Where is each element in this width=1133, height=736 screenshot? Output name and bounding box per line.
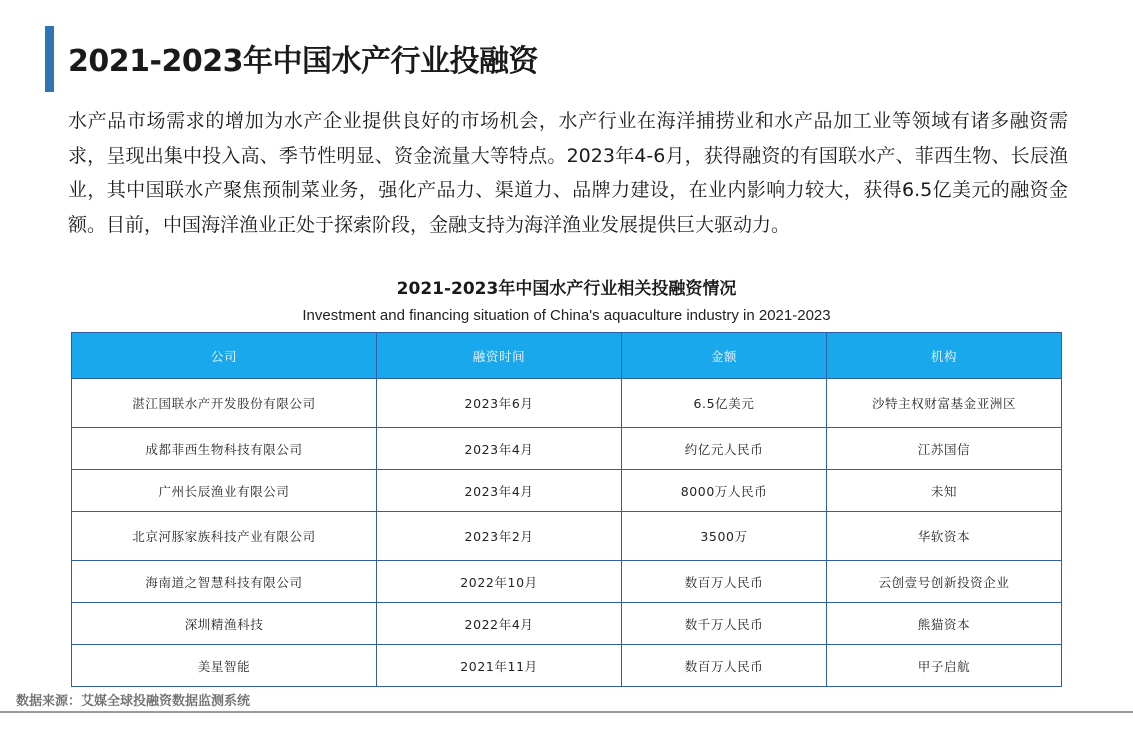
cell-company: 北京河豚家族科技产业有限公司 (72, 512, 377, 561)
table-row (72, 470, 1062, 512)
header-amount: 金额 (622, 333, 827, 379)
table-row (72, 561, 1062, 603)
cell-institution: 甲子启航 (827, 645, 1062, 687)
cell-company: 成都菲西生物科技有限公司 (72, 428, 377, 470)
cell-institution: 华软资本 (827, 512, 1062, 561)
cell-date: 2022年10月 (377, 561, 622, 603)
cell-date: 2023年2月 (377, 512, 622, 561)
cell-company: 湛江国联水产开发股份有限公司 (72, 379, 377, 428)
intro-paragraph: 水产品市场需求的增加为水产企业提供良好的市场机会，水产行业在海洋捕捞业和水产品加工业等领域有诸多融资需求，呈现出集中投入高、季节性明显、资金流量大等特点。2023年4-6月，获得融资的有国联水产、菲西生物、长辰渔业，其中国联水产聚焦预制菜业务，强化产品力、渠道力、品牌力建设，在业内影响力较大，获得6.5亿美元的融资金额。目前，中国海洋渔业正处于探索阶段，金融支持为海洋渔业发展提供巨大驱动力。 (68, 110, 1068, 236)
title-accent-bar (45, 26, 54, 92)
cell-date: 2022年4月 (377, 603, 622, 645)
table-row (72, 645, 1062, 687)
cell-date: 2023年4月 (377, 470, 622, 512)
investment-table (71, 332, 1062, 687)
cell-amount: 数百万人民币 (622, 645, 827, 687)
cell-date: 2023年6月 (377, 379, 622, 428)
cell-amount: 数百万人民币 (622, 561, 827, 603)
cell-institution: 江苏国信 (827, 428, 1062, 470)
cell-amount: 数千万人民币 (622, 603, 827, 645)
table-subtitle: Investment and financing situation of China's aquaculture industry in 2021-2023 (302, 307, 831, 324)
footer-divider (0, 711, 1133, 713)
table-row (72, 512, 1062, 561)
cell-company: 深圳精渔科技 (72, 603, 377, 645)
table-row (72, 428, 1062, 470)
cell-company: 海南道之智慧科技有限公司 (72, 561, 377, 603)
header-date: 融资时间 (377, 333, 622, 379)
cell-company: 美星智能 (72, 645, 377, 687)
cell-company: 广州长辰渔业有限公司 (72, 470, 377, 512)
cell-amount: 8000万人民币 (622, 470, 827, 512)
header-company: 公司 (72, 333, 377, 379)
table-row (72, 603, 1062, 645)
header-institution: 机构 (827, 333, 1062, 379)
table-title: 2021-2023年中国水产行业相关投融资情况 (396, 279, 737, 299)
cell-institution: 熊猫资本 (827, 603, 1062, 645)
data-source-note: 数据来源：艾媒全球投融资数据监测系统 (16, 694, 251, 709)
table-header-row (72, 333, 1062, 379)
cell-date: 2023年4月 (377, 428, 622, 470)
page-title: 2021-2023年中国水产行业投融资 (68, 44, 538, 79)
cell-institution: 未知 (827, 470, 1062, 512)
cell-institution: 沙特主权财富基金亚洲区 (827, 379, 1062, 428)
cell-amount: 约亿元人民币 (622, 428, 827, 470)
cell-amount: 3500万 (622, 512, 827, 561)
cell-amount: 6.5亿美元 (622, 379, 827, 428)
cell-date: 2021年11月 (377, 645, 622, 687)
cell-institution: 云创壹号创新投资企业 (827, 561, 1062, 603)
table-row (72, 379, 1062, 428)
